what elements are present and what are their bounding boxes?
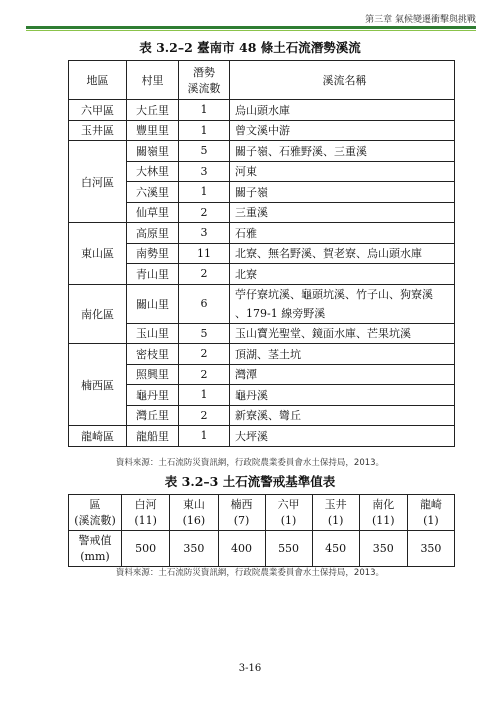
streams-cell [230,385,455,406]
label-district-line1: 區 [89,497,101,511]
district-column-header [170,495,218,531]
table-row [69,202,455,223]
threshold-value: 350 [359,531,407,567]
stream-line: 灣潭 [235,368,257,382]
count-cell: 5 [179,323,230,344]
table-row [69,385,455,406]
header-count-line1: 潛勢 [193,66,215,79]
threshold-value: 550 [265,531,312,567]
streams-cell [230,243,455,264]
village-cell: 大林里 [127,161,179,182]
district-column-header [122,495,170,531]
header-count-line2: 溪流數 [187,82,221,95]
streams-cell [230,100,455,121]
table-row [69,323,455,344]
count-cell: 1 [179,426,230,447]
district-name: 白河 [134,497,157,511]
streams-cell [230,182,455,203]
village-cell: 關嶺里 [127,141,179,162]
streams-cell [230,264,455,285]
header-count [179,61,230,100]
village-cell: 龍船里 [127,426,179,447]
stream-line: 龜丹溪 [235,388,268,402]
threshold-value: 450 [312,531,359,567]
village-cell: 六溪里 [127,182,179,203]
district-name: 六甲 [277,497,300,511]
table-row [69,426,455,447]
table-row [69,141,455,162]
stream-count: (1) [423,513,439,527]
stream-line: 苧仔寮坑溪、龜頭坑溪、竹子山、狗寮溪 [235,287,433,301]
table-row [69,405,455,426]
count-cell: 2 [179,364,230,385]
district-cell: 東山區 [69,223,127,285]
streams-cell [230,323,455,344]
streams-cell [230,344,455,365]
stream-line: 關子嶺 [235,185,268,199]
village-cell: 南勢里 [127,243,179,264]
stream-line: 新寮溪、彎丘 [235,409,301,423]
district-cell: 玉井區 [69,120,127,141]
label-value-line2: (mm) [80,549,110,563]
village-cell: 青山里 [127,264,179,285]
district-name: 東山 [182,497,205,511]
threshold-value: 350 [170,531,218,567]
threshold-value: 350 [407,531,454,567]
count-cell: 2 [179,202,230,223]
streams-table [68,60,455,447]
stream-line: 玉山寶光聖堂、鏡面水庫、芒果坑溪 [235,327,411,341]
stream-line: 三重溪 [235,206,268,220]
stream-line: 河東 [235,165,257,179]
header-streams: 溪流名稱 [230,61,455,100]
village-cell: 關山里 [127,284,179,323]
table-header-row [69,61,455,100]
stream-line: 烏山頭水庫 [235,103,290,117]
table-row [69,344,455,365]
count-cell: 1 [179,385,230,406]
chapter-header: 第三章 氣候變遷衝擊與挑戰 [365,15,476,25]
village-cell: 密枝里 [127,344,179,365]
table2-source: 資料來源：土石流防災資訊網，行政院農業委員會水土保持局，2013。 [115,568,385,578]
count-cell: 3 [179,161,230,182]
header-village: 村里 [127,61,179,100]
label-district-cell [69,495,122,531]
district-name: 龍崎 [419,497,442,511]
table-row [69,100,455,121]
header-rule [26,26,476,29]
district-cell: 楠西區 [69,344,127,426]
village-cell: 大丘里 [127,100,179,121]
streams-cell [230,202,455,223]
table-row [69,161,455,182]
district-cell: 六甲區 [69,100,127,121]
streams-cell [230,284,455,323]
header-district: 地區 [69,61,127,100]
table-row [69,120,455,141]
stream-line: 北寮 [235,267,257,281]
stream-count: (11) [371,513,395,527]
village-cell: 龜丹里 [127,385,179,406]
district-name: 楠西 [230,497,253,511]
district-column-header [265,495,312,531]
count-cell: 1 [179,120,230,141]
streams-cell [230,405,455,426]
district-column-header [359,495,407,531]
table1-source: 資料來源：土石流防災資訊網，行政院農業委員會水土保持局，2013。 [115,458,385,468]
streams-cell [230,120,455,141]
district-name: 南化 [372,497,395,511]
streams-cell [230,426,455,447]
count-cell: 2 [179,264,230,285]
village-cell: 灣丘里 [127,405,179,426]
count-cell: 11 [179,243,230,264]
district-cell: 白河區 [69,141,127,223]
streams-cell [230,141,455,162]
streams-cell [230,223,455,244]
label-district-line2: (溪流數) [74,513,116,527]
threshold-value: 500 [122,531,170,567]
stream-line: 頂湖、茎土坑 [235,347,301,361]
header-rule-thin [26,30,476,31]
district-cell: 南化區 [69,284,127,344]
stream-count: (16) [182,513,206,527]
stream-count: (7) [233,513,250,527]
table-row [69,284,455,323]
count-cell: 5 [179,141,230,162]
stream-line: 曾文溪中游 [235,124,290,138]
count-cell: 1 [179,100,230,121]
district-name: 玉井 [324,497,347,511]
page-number: 3-16 [238,663,262,674]
table-row [69,531,455,567]
table1-caption: 表 3.2–2 臺南市 48 條土石流潛勢溪流 [139,40,361,55]
stream-line: 石雅 [235,226,257,240]
village-cell: 仙草里 [127,202,179,223]
stream-count: (1) [327,513,344,527]
count-cell: 2 [179,405,230,426]
stream-line: 北寮、無名野溪、賀老寮、烏山頭水庫 [235,247,422,261]
stream-line: 大坪溪 [235,429,268,443]
village-cell: 豐里里 [127,120,179,141]
count-cell: 2 [179,344,230,365]
table-row [69,223,455,244]
count-cell: 3 [179,223,230,244]
village-cell: 玉山里 [127,323,179,344]
count-cell: 6 [179,284,230,323]
stream-count: (1) [280,513,297,527]
table-row [69,264,455,285]
count-cell: 1 [179,182,230,203]
stream-line: 、179-1 線旁野溪 [235,306,326,320]
district-column-header [218,495,265,531]
district-cell: 龍崎區 [69,426,127,447]
village-cell: 照興里 [127,364,179,385]
village-cell: 高原里 [127,223,179,244]
threshold-value: 400 [218,531,265,567]
streams-cell [230,364,455,385]
table-row [69,495,455,531]
streams-cell [230,161,455,182]
stream-line: 關子嶺、石雅野溪、三重溪 [235,144,367,158]
table-row [69,364,455,385]
threshold-table [68,494,455,567]
label-value-line1: 警戒值 [78,533,112,547]
district-column-header [312,495,359,531]
table-row [69,182,455,203]
table-row [69,243,455,264]
table2-caption: 表 3.2–3 土石流警戒基準值表 [164,474,336,489]
district-column-header [407,495,454,531]
stream-count: (11) [134,513,157,527]
label-value-cell [69,531,122,567]
